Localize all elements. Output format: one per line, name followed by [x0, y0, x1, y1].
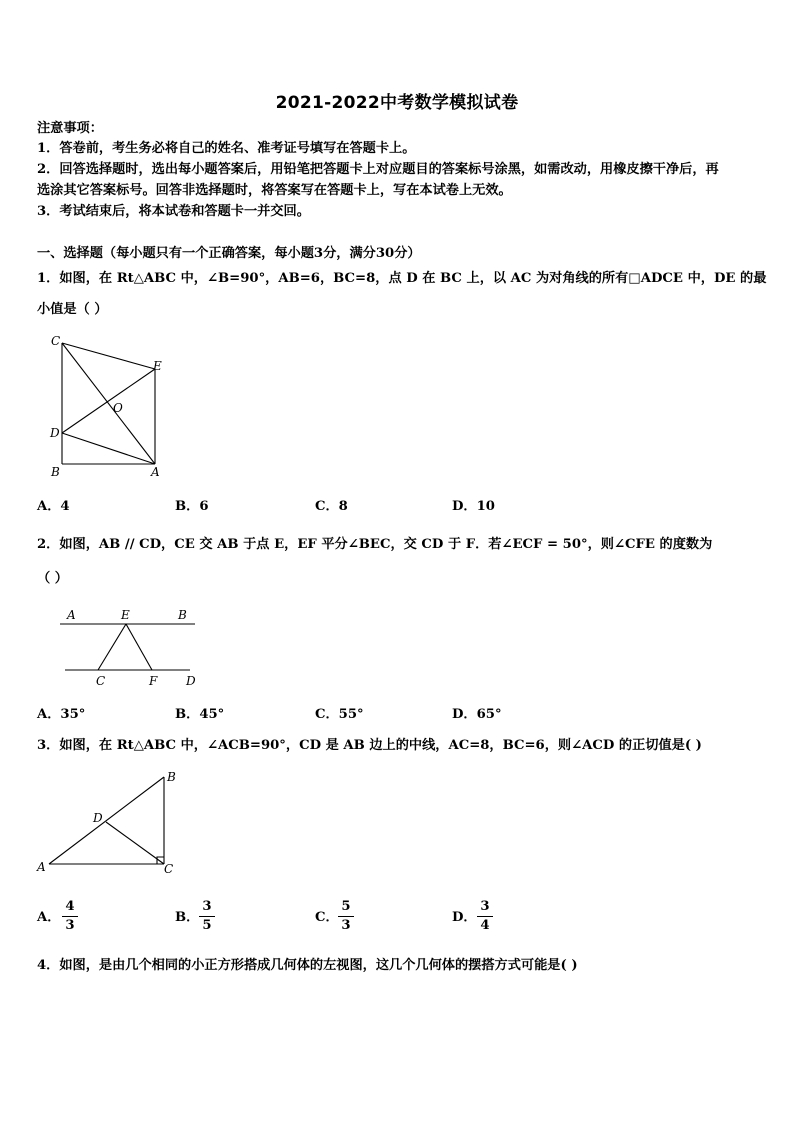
- q3-option-b-den: 5: [202, 918, 212, 933]
- q3-option-a-fraction: [62, 900, 78, 933]
- q2-figure: [55, 604, 205, 690]
- notice-heading: 注意事项：: [37, 121, 103, 136]
- q3-option-b-fraction: [199, 900, 215, 933]
- q1-label-a: A: [151, 465, 160, 479]
- q3-option-a-den: 3: [65, 918, 75, 933]
- q1-label-c: C: [51, 334, 61, 348]
- q3-option-a-letter[interactable]: A．: [37, 910, 61, 925]
- notice-item-3: 3．考试结束后，将本试卷和答题卡一并交回。: [37, 204, 310, 219]
- q2-option-d[interactable]: D．65°: [452, 707, 502, 722]
- q1-figure: [45, 333, 175, 481]
- q4-text: 4．如图，是由几个相同的小正方形搭成几何体的左视图，这几个几何体的摆搭方式可能是( ): [37, 958, 578, 973]
- notice-item-1: 1．答卷前，考生务必将自己的姓名、准考证号填写在答题卡上。: [37, 141, 416, 156]
- q3-option-a-num: 4: [65, 899, 75, 914]
- q3-option-c-num: 5: [341, 899, 351, 914]
- q1-option-a[interactable]: A．4: [37, 499, 70, 514]
- q2-text: 2．如图，AB // CD，CE 交 AB 于点 E，EF 平分∠BEC，交 CD 于 F．若∠ECF = 50°，则∠CFE 的度数为: [37, 537, 713, 552]
- q3-label-c: C: [164, 862, 174, 876]
- q3-option-c-den: 3: [341, 918, 351, 933]
- q1-text: 1．如图，在 Rt△ABC 中，∠B=90°，AB=6，BC=8，点 D 在 BC 上，以 AC 为对角线的所有□ADCE 中，DE 的最: [37, 271, 767, 286]
- q3-option-d-num: 3: [480, 899, 490, 914]
- notice-item-2: 2．回答选择题时，选出每小题答案后，用铅笔把答题卡上对应题目的答案标号涂黑，如需改动，用橡皮擦干净后，再: [37, 162, 719, 177]
- q1-text-cont: 小值是（ ）: [37, 302, 108, 317]
- q3-text: 3．如图，在 Rt△ABC 中，∠ACB=90°，CD 是 AB 边上的中线，AC=8，BC=6，则∠ACD 的正切值是( ): [37, 738, 702, 753]
- section-heading: 一、选择题（每小题只有一个正确答案，每小题3分，满分30分）: [37, 246, 421, 261]
- q2-option-a[interactable]: A．35°: [37, 707, 86, 722]
- q3-option-d-den: 4: [480, 918, 490, 933]
- q3-option-c-fraction: [338, 900, 354, 933]
- q1-option-d[interactable]: D．10: [452, 499, 495, 514]
- q3-option-c-letter[interactable]: C．: [315, 910, 339, 925]
- q3-option-d-fraction: [477, 900, 493, 933]
- q2-label-d: D: [186, 674, 196, 688]
- q1-label-e: E: [153, 359, 162, 373]
- q1-label-d: D: [50, 426, 60, 440]
- q1-label-b: B: [51, 465, 60, 479]
- q1-option-b[interactable]: B．6: [175, 499, 209, 514]
- q2-text-cont: （ ）: [37, 571, 68, 586]
- q3-label-a: A: [37, 860, 46, 874]
- q2-label-b: B: [178, 608, 187, 622]
- q1-option-c[interactable]: C．8: [315, 499, 348, 514]
- q3-figure: [33, 765, 183, 881]
- q2-option-b[interactable]: B．45°: [175, 707, 225, 722]
- q3-option-d-letter[interactable]: D．: [452, 910, 477, 925]
- page-title: 2021-2022中考数学模拟试卷: [275, 93, 519, 113]
- q3-label-b: B: [167, 770, 176, 784]
- q2-label-f: F: [149, 674, 158, 688]
- q3-option-b-num: 3: [202, 899, 212, 914]
- notice-item-2-cont: 选涂其它答案标号。回答非选择题时，将答案写在答题卡上，写在本试卷上无效。: [37, 183, 512, 198]
- q3-option-b-letter[interactable]: B．: [175, 910, 200, 925]
- q2-label-a: A: [67, 608, 76, 622]
- q2-label-e: E: [121, 608, 130, 622]
- q2-label-c: C: [96, 674, 106, 688]
- q1-label-o: O: [113, 401, 123, 415]
- q3-label-d: D: [93, 811, 103, 825]
- q2-option-c[interactable]: C．55°: [315, 707, 364, 722]
